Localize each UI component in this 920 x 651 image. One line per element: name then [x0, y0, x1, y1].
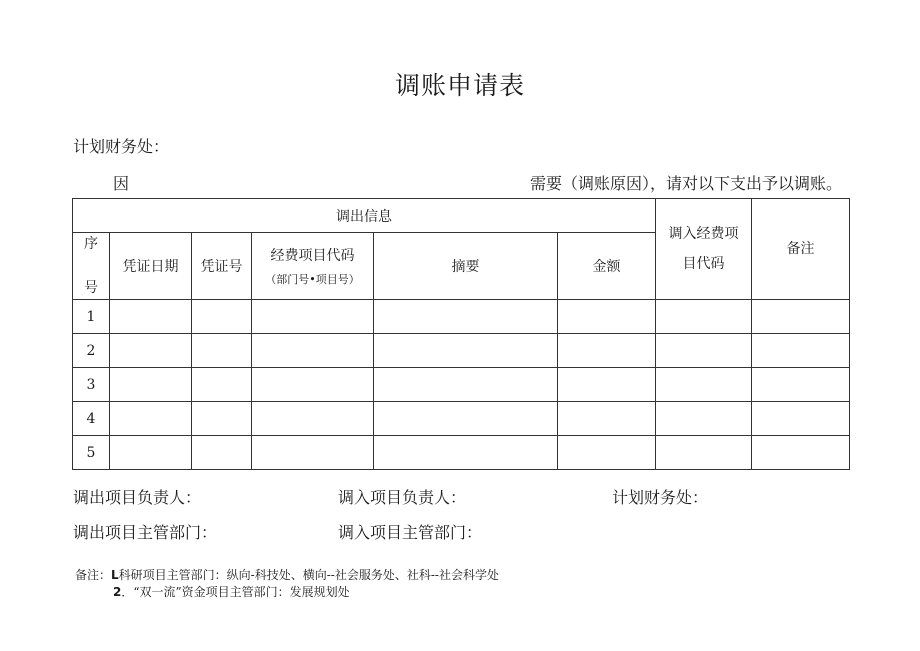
note-2-text: ．“双一流”资金项目主管部门：发展规划处 — [121, 585, 350, 599]
group-header-transfer-out: 调出信息 — [73, 199, 656, 233]
cell-amount[interactable] — [558, 300, 656, 334]
header-voucher-no: 凭证号 — [192, 233, 252, 300]
cell-remarks[interactable] — [752, 334, 850, 368]
header-seq-top: 序 — [84, 236, 98, 252]
header-fund-code-main: 经费项目代码 — [270, 248, 355, 264]
reason-suffix: 需要（调账原因），请对以下支出予以调账。 — [529, 174, 842, 193]
cell-transfer-in-code[interactable] — [656, 368, 752, 402]
cell-transfer-in-code[interactable] — [656, 402, 752, 436]
cell-voucher-no[interactable] — [192, 436, 252, 470]
cell-fund-code[interactable] — [252, 436, 374, 470]
row-seq: 5 — [73, 436, 110, 470]
table-row — [73, 334, 850, 368]
cell-voucher-date[interactable] — [110, 334, 192, 368]
cell-summary[interactable] — [374, 334, 558, 368]
cell-transfer-in-code[interactable] — [656, 300, 752, 334]
cell-fund-code[interactable] — [252, 402, 374, 436]
cell-remarks[interactable] — [752, 402, 850, 436]
row-seq: 1 — [73, 300, 110, 334]
table-row — [73, 300, 850, 334]
table-row — [73, 368, 850, 402]
sig-in-dept: 调入项目主管部门： — [338, 523, 483, 542]
header-summary: 摘要 — [374, 233, 558, 300]
cell-amount[interactable] — [558, 402, 656, 436]
header-fund-code — [252, 233, 374, 300]
header-seq-bottom: 号 — [84, 280, 98, 296]
sig-out-dept: 调出项目主管部门： — [73, 523, 218, 542]
note-line-1 — [75, 566, 499, 583]
cell-remarks[interactable] — [752, 368, 850, 402]
note-1-text: 科研项目主管部门：纵向-科技处、横向--社会服务处、社科--社会科学处 — [118, 568, 499, 582]
cell-amount[interactable] — [558, 334, 656, 368]
adjustment-table — [72, 198, 850, 470]
header-transfer-in-code-line2: 目代码 — [682, 256, 725, 272]
cell-amount[interactable] — [558, 436, 656, 470]
table-row — [73, 436, 850, 470]
header-amount: 金额 — [558, 233, 656, 300]
sig-finance: 计划财务处： — [612, 488, 709, 507]
table-row — [73, 402, 850, 436]
row-seq: 2 — [73, 334, 110, 368]
cell-voucher-date[interactable] — [110, 368, 192, 402]
cell-voucher-no[interactable] — [192, 402, 252, 436]
cell-amount[interactable] — [558, 368, 656, 402]
cell-fund-code[interactable] — [252, 368, 374, 402]
page-title: 调账申请表 — [394, 71, 525, 100]
cell-transfer-in-code[interactable] — [656, 436, 752, 470]
cell-voucher-no[interactable] — [192, 300, 252, 334]
cell-transfer-in-code[interactable] — [656, 334, 752, 368]
cell-voucher-no[interactable] — [192, 334, 252, 368]
sig-in-leader: 调入项目负责人： — [338, 488, 467, 507]
note-2-number: 2 — [113, 585, 122, 599]
notes-label: 备注： — [75, 568, 112, 582]
cell-remarks[interactable] — [752, 436, 850, 470]
header-transfer-in-code-line1: 调入经费项 — [668, 226, 739, 242]
header-fund-code-sub: （部门号•项目号） — [265, 273, 360, 286]
cell-summary[interactable] — [374, 402, 558, 436]
cell-remarks[interactable] — [752, 300, 850, 334]
cell-voucher-date[interactable] — [110, 300, 192, 334]
cell-fund-code[interactable] — [252, 334, 374, 368]
cell-voucher-date[interactable] — [110, 436, 192, 470]
header-transfer-in-code — [656, 199, 752, 300]
cell-voucher-no[interactable] — [192, 368, 252, 402]
row-seq: 3 — [73, 368, 110, 402]
cell-fund-code[interactable] — [252, 300, 374, 334]
addressee: 计划财务处： — [73, 137, 170, 156]
cell-summary[interactable] — [374, 300, 558, 334]
header-voucher-date: 凭证日期 — [110, 233, 192, 300]
cell-summary[interactable] — [374, 436, 558, 470]
header-seq — [73, 233, 110, 300]
note-1-number: L — [111, 568, 119, 582]
note-line-2 — [113, 583, 350, 600]
sig-out-leader: 调出项目负责人： — [73, 488, 202, 507]
reason-prefix: 因 — [113, 174, 130, 193]
header-remarks: 备注 — [752, 199, 850, 300]
cell-summary[interactable] — [374, 368, 558, 402]
cell-voucher-date[interactable] — [110, 402, 192, 436]
row-seq: 4 — [73, 402, 110, 436]
